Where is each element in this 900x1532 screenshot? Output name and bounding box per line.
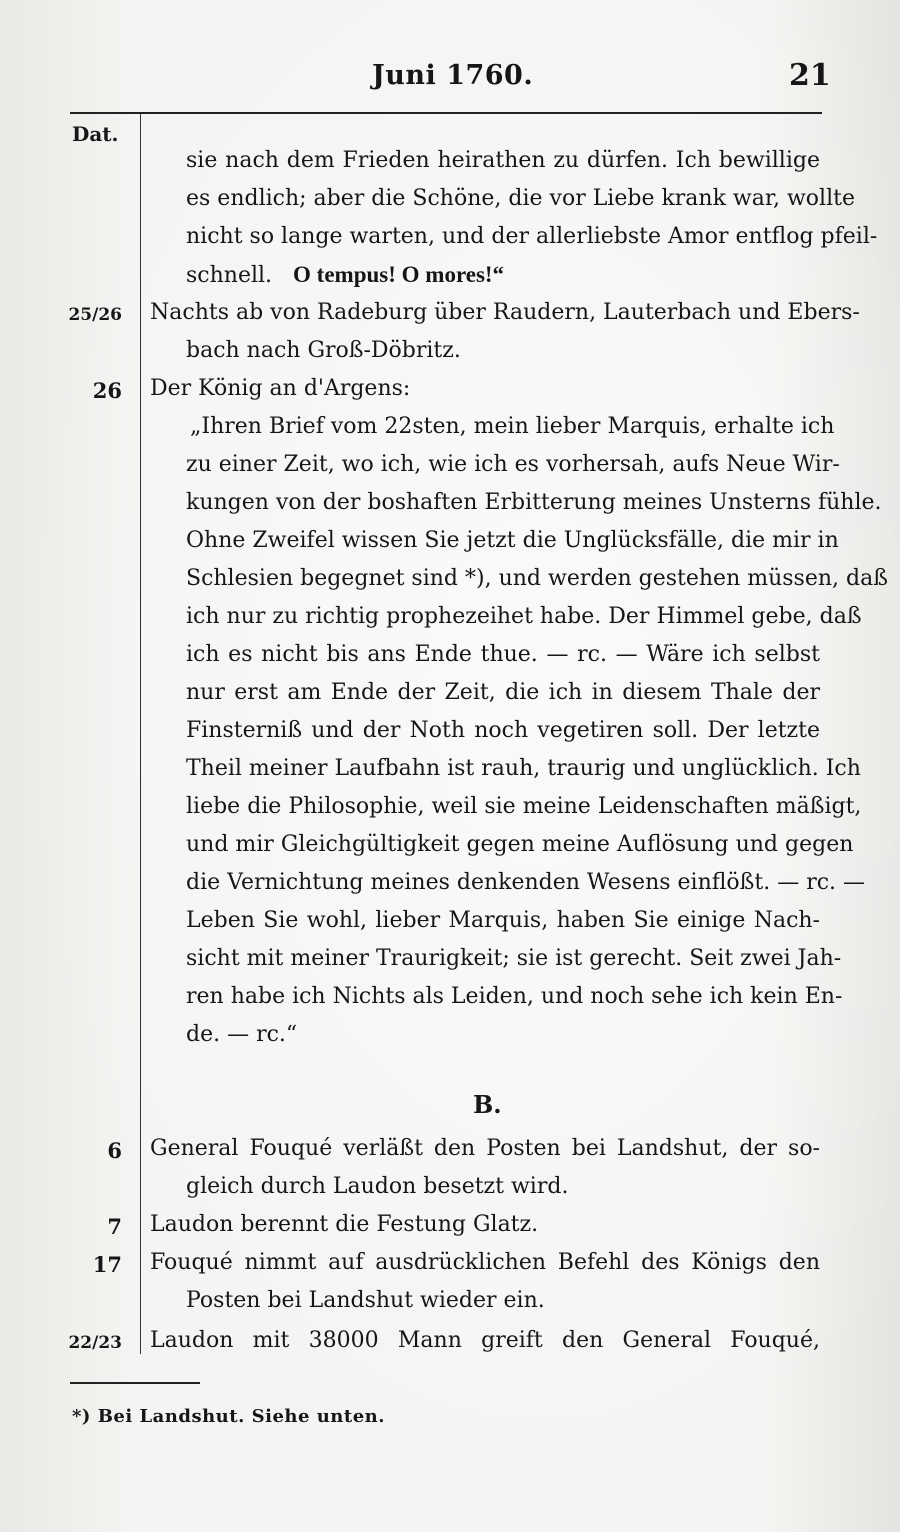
text-line: Nachts ab von Radeburg über Raudern, Lauterbach und Ebers- bbox=[150, 300, 860, 325]
letter-line: liebe die Philosophie, weil sie meine Leidenschaften mäßigt, bbox=[186, 794, 862, 819]
letter-line: die Vernichtung meines denkenden Wesens einflößt. — rc. — bbox=[186, 870, 866, 895]
letter-line: und mir Gleichgültigkeit gegen meine Auflösung und gegen bbox=[186, 832, 854, 857]
text-line: nicht so lange warten, und der allerliebste Amor entflog pfeil- bbox=[186, 224, 878, 249]
letter-line: Finsterniß und der Noth noch vegetiren soll. Der letzte bbox=[186, 718, 820, 743]
letter-line: ich es nicht bis ans Ende thue. — rc. — Wäre ich selbst bbox=[186, 642, 820, 667]
letter-line: „Ihren Brief vom 22sten, mein lieber Marquis, erhalte ich bbox=[190, 414, 835, 439]
letter-line: Leben Sie wohl, lieber Marquis, haben Sie einige Nach- bbox=[186, 908, 820, 933]
letter-line: nur erst am Ende der Zeit, die ich in diesem Thale der bbox=[186, 680, 820, 705]
letter-line: zu einer Zeit, wo ich, wie ich es vorhersah, aufs Neue Wir- bbox=[186, 452, 840, 477]
footnote: *) Bei Landshut. Siehe unten. bbox=[72, 1406, 386, 1427]
letter-line: Ohne Zweifel wissen Sie jetzt die Unglücksfälle, die mir in bbox=[186, 528, 839, 553]
page-header bbox=[0, 60, 900, 100]
letter-line: ren habe ich Nichts als Leiden, und noch sehe ich kein En- bbox=[186, 984, 843, 1009]
text-line: Posten bei Landshut wieder ein. bbox=[186, 1288, 545, 1313]
text-line: sie nach dem Frieden heirathen zu dürfen. Ich bewillige bbox=[186, 148, 820, 173]
text-line: Der König an d'Argens: bbox=[150, 376, 411, 401]
date-entry: 7 bbox=[107, 1214, 122, 1239]
letter-line: sicht mit meiner Traurigkeit; sie ist gerecht. Seit zwei Jah- bbox=[186, 946, 842, 971]
text-line: General Fouqué verläßt den Posten bei Landshut, der so- bbox=[150, 1136, 820, 1161]
running-title: Juni 1760. bbox=[372, 60, 534, 91]
letter-line: de. — rc.“ bbox=[186, 1022, 298, 1047]
text-line: bach nach Groß-Döbritz. bbox=[186, 338, 461, 363]
latin-phrase: O tempus! O mores!“ bbox=[293, 262, 505, 287]
date-entry: 22/23 bbox=[68, 1333, 122, 1353]
text-line: Fouqué nimmt auf ausdrücklichen Befehl des Königs den bbox=[150, 1250, 820, 1275]
footnote-rule bbox=[70, 1382, 200, 1384]
text-line: Laudon mit 38000 Mann greift den General Fouqué, bbox=[150, 1328, 820, 1353]
date-column-rule bbox=[140, 114, 141, 1354]
date-entry: 25/26 bbox=[68, 305, 122, 325]
section-heading: B. bbox=[473, 1090, 502, 1119]
text-line bbox=[186, 260, 820, 291]
letter-line: Theil meiner Laufbahn ist rauh, traurig und unglücklich. Ich bbox=[186, 756, 861, 781]
date-entry: 6 bbox=[107, 1138, 122, 1163]
header-rule bbox=[70, 112, 822, 114]
letter-line: Schlesien begegnet sind *), und werden gestehen müssen, daß bbox=[186, 566, 888, 591]
date-column-label: Dat. bbox=[72, 122, 119, 146]
text-fragment: schnell. bbox=[186, 263, 273, 288]
page-number: 21 bbox=[789, 58, 831, 93]
date-entry: 17 bbox=[92, 1252, 122, 1277]
date-entry: 26 bbox=[92, 378, 122, 403]
letter-line: kungen von der boshaften Erbitterung meines Unsterns fühle. bbox=[186, 490, 882, 515]
letter-line: ich nur zu richtig prophezeihet habe. Der Himmel gebe, daß bbox=[186, 604, 862, 629]
text-line: es endlich; aber die Schöne, die vor Liebe krank war, wollte bbox=[186, 186, 855, 211]
text-line: gleich durch Laudon besetzt wird. bbox=[186, 1174, 569, 1199]
text-line: Laudon berennt die Festung Glatz. bbox=[150, 1212, 539, 1237]
